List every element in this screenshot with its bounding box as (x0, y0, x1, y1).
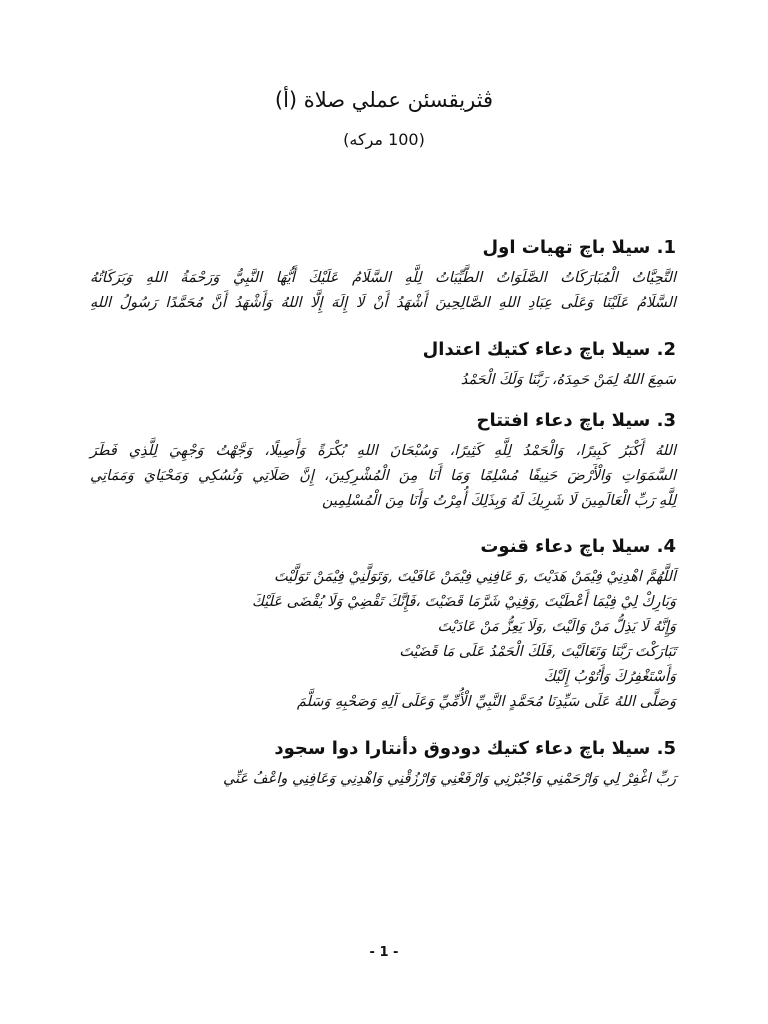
section-doa-iftitah (90, 409, 676, 514)
page-subtitle-marks: (100 مركه) (343, 130, 425, 149)
section-doa-duduk-antara-dua-sujud (90, 737, 676, 792)
section-heading: 1. سيلا باچ تهيات اول (482, 237, 676, 258)
arabic-text-line: اللهُ أَكْبَرُ كَبِيرًا، وَالْحَمْدُ لِلَّهِ كَثِيرًا، وَسُبْحَانَ اللهِ بُكْرَةً وَأَصِيلًا، وَجَّهْتُ وَجْهِيَ لِلَّذِي فَطَرَ (90, 443, 676, 459)
arabic-text-line: سَمِعَ اللهُ لِمَنْ حَمِدَهُ، رَبَّنَا وَلَكَ الْحَمْدُ (460, 372, 676, 388)
arabic-text-line: رَبِّ اغْفِرْ لِي وَارْحَمْنِي وَاجْبُرْنِي وَارْفَعْنِي وَارْزُقْنِي وَاهْدِنِي وَعَافِنِي واعْفُ عَنِّي (222, 771, 676, 787)
section-heading: 4. سيلا باچ دعاء قنوت (480, 536, 676, 557)
arabic-text-line: التَّحِيَّاتُ الْمُبَارَكَاتُ الصَّلَوَاتُ الطَّيِّبَاتُ لِلَّهِ السَّلَامُ عَلَيْكَ أَيُّهَا النَّبِيُّ وَرَحْمَةُ اللهِ وَبَرَكَاتُهُ (90, 270, 676, 286)
arabic-text-line: السَّمَوَاتِ وَالْأَرْضَ حَنِيفًا مُسْلِمًا وَمَا أَنَا مِنَ الْمُشْرِكِينَ، إِنَّ صَلَاتِي وَنُسُكِي وَمَحْيَايَ وَمَمَاتِي (90, 468, 676, 484)
section-heading: 2. سيلا باچ دعاء كتيك اعتدال (422, 339, 676, 360)
page-title: ڤثريقسئن عملي صلاة (أ) (274, 88, 494, 112)
arabic-text-line: وَصَلَّى اللهُ عَلَى سَيِّدِنَا مُحَمَّدٍ النَّبِيِّ الْأُمِّيِّ وَعَلَى آلِهِ وَصَحْبِهِ وَسَلَّمَ (296, 694, 676, 710)
arabic-text-line: وَإِنَّهُ لَا يَذِلُّ مَنْ وَالَيْتَ ,وَلَا يَعِزُّ مَنْ عَادَيْتَ (437, 619, 676, 635)
arabic-text-line: تَبَارَكْتَ رَبَّنَا وَتَعَالَيْتَ ,فَلَكَ الْحَمْدُ عَلَى مَا قَضَيْتَ (399, 644, 676, 660)
section-heading: 3. سيلا باچ دعاء افتتاح (476, 410, 676, 431)
section-doa-qunut (90, 535, 676, 715)
page-number: - 1 - (369, 945, 399, 960)
arabic-text-line: وَأَسْتَغْفِرُكَ وَأَتُوْبُ إِلَيْكَ (543, 669, 676, 685)
section-tahiyat-awal (90, 236, 676, 316)
section-doa-iktidal (90, 338, 676, 393)
arabic-text-line: السَّلَامُ عَلَيْنَا وَعَلَى عِبَادِ اللهِ الصَّالِحِينَ أَشْهَدُ أَنْ لَا إِلَهَ إِلَّا اللهُ وَأَشْهَدُ أَنَّ مُحَمَّدًا رَسُولُ اللهِ (90, 295, 676, 311)
arabic-text-line: اَللَّهُمَّ اهْدِنِيْ فِيْمَنْ هَدَيْتَ ,وَ عَافِنِي فِيْمَنْ عَافَيْتَ ,وَتَوَلَّنِيْ فِيْمَنْ تَوَلَّيْتَ (273, 569, 676, 585)
section-heading: 5. سيلا باچ دعاء كتيك دودوق دأنتارا دوا سجود (274, 738, 676, 759)
arabic-text-line: وَبَارِكْ لِيْ فِيْمَا أَعْطَيْتَ ,وَقِنِيْ شَرَّمَا قَضَيْتَ ،فَإِنَّكَ تَقْضِيْ وَلَا يُقْضَى عَلَيْكَ (251, 594, 676, 610)
arabic-text-line: لِلَّهِ رَبِّ الْعَالَمِينَ لَا شَرِيكَ لَهُ وَبِذَلِكَ أُمِرْتُ وَأَنَا مِنَ الْمُسْلِمِين (321, 493, 676, 509)
